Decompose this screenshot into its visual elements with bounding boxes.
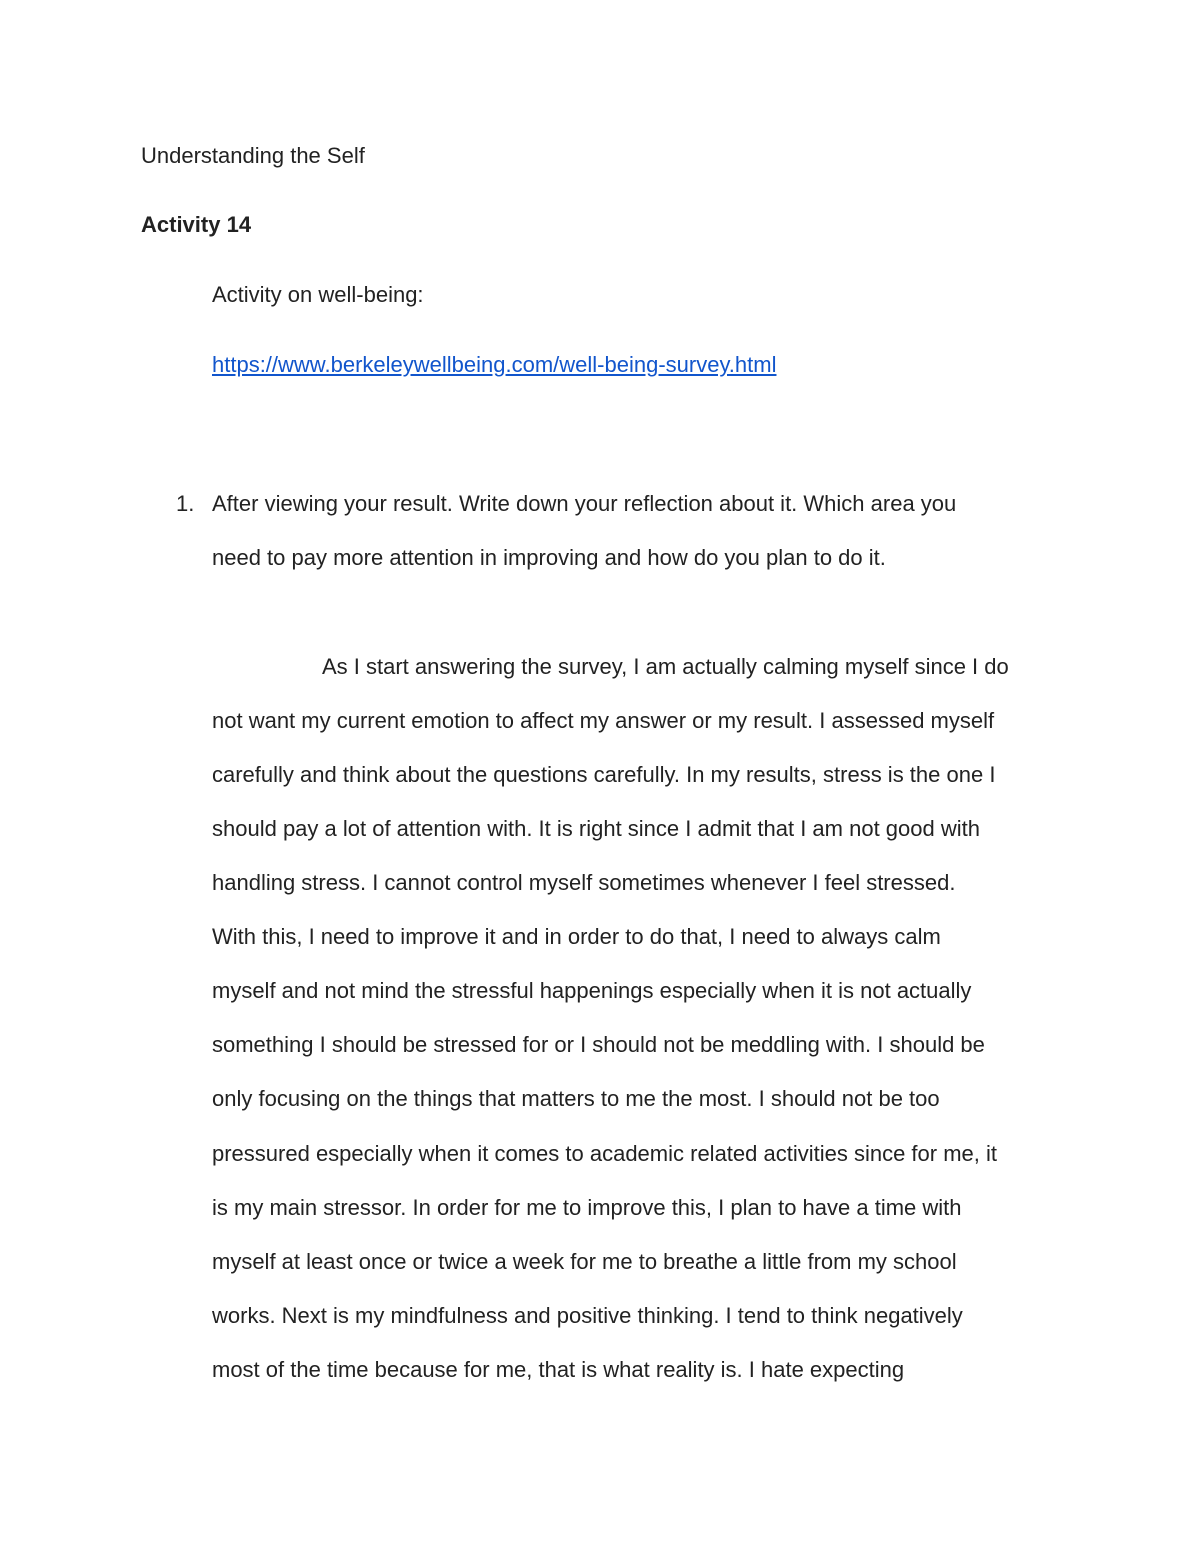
answer-line: should pay a lot of attention with. It is right since I admit that I am not good with xyxy=(212,816,980,841)
answer-line: handling stress. I cannot control myself sometimes whenever I feel stressed. xyxy=(212,870,956,895)
question-text-line: need to pay more attention in improving and how do you plan to do it. xyxy=(212,545,886,570)
survey-link[interactable]: https://www.berkeleywellbeing.com/well-being-survey.html xyxy=(212,352,777,377)
answer-line: myself at least once or twice a week for me to breathe a little from my school xyxy=(212,1249,957,1274)
question-text-line: After viewing your result. Write down your reflection about it. Which area you xyxy=(212,491,957,516)
answer-line: myself and not mind the stressful happenings especially when it is not actually xyxy=(212,978,972,1003)
answer-line: pressured especially when it comes to academic related activities since for me, it xyxy=(212,1141,998,1166)
answer-line: With this, I need to improve it and in order to do that, I need to always calm xyxy=(212,924,941,949)
answer-line: something I should be stressed for or I should not be meddling with. I should be xyxy=(212,1032,985,1057)
answer-line: is my main stressor. In order for me to improve this, I plan to have a time with xyxy=(212,1195,962,1220)
answer-line: carefully and think about the questions carefully. In my results, stress is the one I xyxy=(212,762,996,787)
answer-line: only focusing on the things that matters to me the most. I should not be too xyxy=(212,1086,940,1111)
answer-line: works. Next is my mindfulness and positive thinking. I tend to think negatively xyxy=(212,1303,963,1328)
answer-line: As I start answering the survey, I am actually calming myself since I do xyxy=(322,654,1009,679)
answer-line: most of the time because for me, that is what reality is. I hate expecting xyxy=(212,1357,905,1382)
activity-subtitle: Activity on well-being: xyxy=(212,282,424,307)
course-title: Understanding the Self xyxy=(141,143,365,168)
answer-line: not want my current emotion to affect my answer or my result. I assessed myself xyxy=(212,708,995,733)
activity-heading: Activity 14 xyxy=(141,212,252,237)
question-number: 1. xyxy=(176,491,195,516)
